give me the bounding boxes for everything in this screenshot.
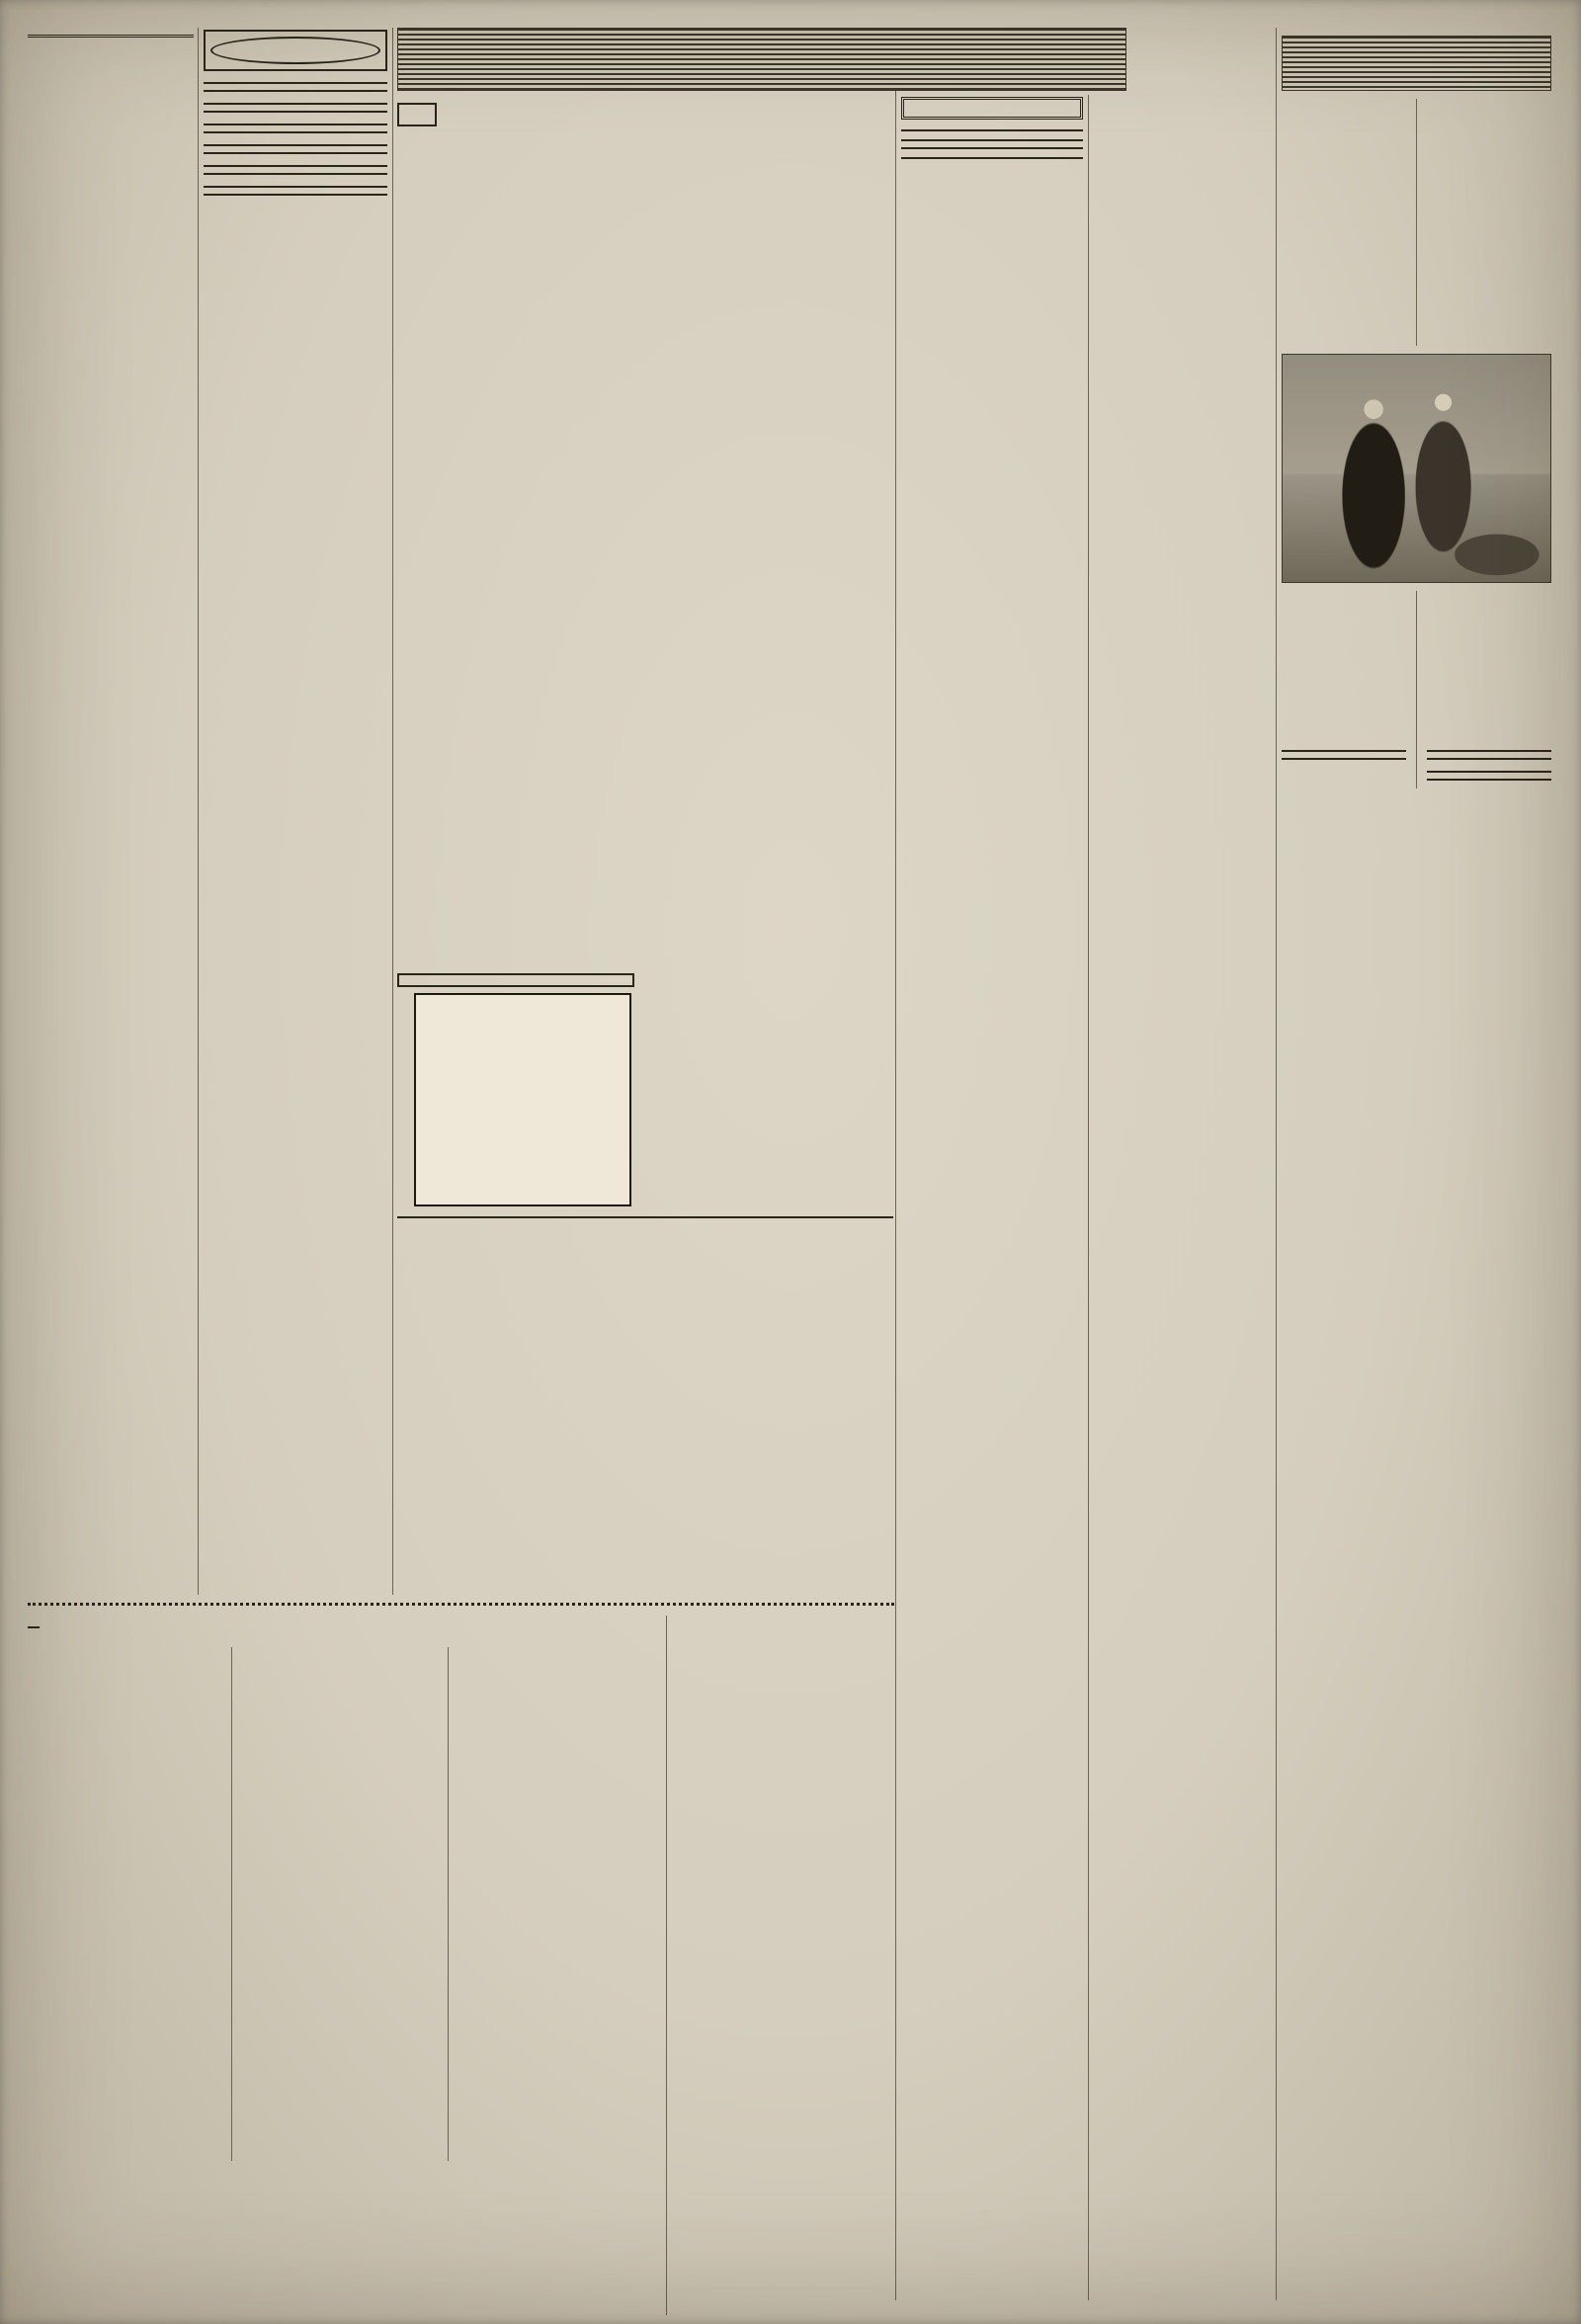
spectacles-column (901, 97, 1083, 2300)
letters-theatre-text (1282, 99, 1551, 346)
letters-banner (1282, 36, 1551, 91)
serial-column-4 (666, 1616, 894, 2315)
column-rule (1276, 28, 1277, 2300)
serial-column-3 (448, 1647, 652, 2161)
letters-arts-section (1282, 36, 1551, 2300)
concerts-head (1427, 750, 1551, 760)
serial-novel (28, 1603, 894, 2315)
serial-column-2 (231, 1647, 436, 2161)
letters-theatre-text-2 (1282, 591, 1551, 739)
crossword-title (397, 973, 634, 987)
title-rule (28, 35, 194, 38)
column-rule (1088, 95, 1089, 2300)
column-rule (392, 28, 393, 1595)
listings-column-2 (1094, 97, 1272, 2300)
article-headline-box (397, 103, 437, 126)
article-body (397, 149, 893, 961)
hospitals-head (204, 186, 387, 196)
column-rule (895, 28, 896, 2300)
column-rule (198, 28, 199, 1595)
theatre-scene-photo (1282, 354, 1551, 583)
newspaper-logo (210, 37, 380, 64)
crossword-solution (397, 1216, 893, 1222)
problem-head (204, 144, 387, 154)
lectures-head (1427, 771, 1551, 781)
crossword-grid (414, 993, 631, 1206)
serial-kicker (28, 1623, 40, 1628)
concerts-lectures-column (1416, 739, 1551, 788)
cinemas-head (901, 147, 1083, 159)
anecdote-head (204, 103, 387, 113)
editorial-column (28, 30, 194, 1597)
serial-column-1 (28, 1647, 219, 2161)
pharmacies-head (204, 165, 387, 175)
newspaper-logo-box (204, 30, 387, 71)
crossword-clues (646, 973, 893, 1206)
section-banner (397, 28, 1126, 91)
poetry-section-head (204, 82, 387, 92)
crossword-row-numbers (397, 993, 414, 1206)
spectacles-head (901, 129, 1083, 141)
exhibitions-head (1282, 750, 1406, 760)
philosophy-head (204, 124, 387, 133)
main-article-area (397, 97, 893, 1595)
masthead-column (204, 30, 387, 1597)
crossword-module (397, 973, 893, 1206)
exhibitions-column (1282, 739, 1406, 788)
date-box (901, 97, 1083, 120)
